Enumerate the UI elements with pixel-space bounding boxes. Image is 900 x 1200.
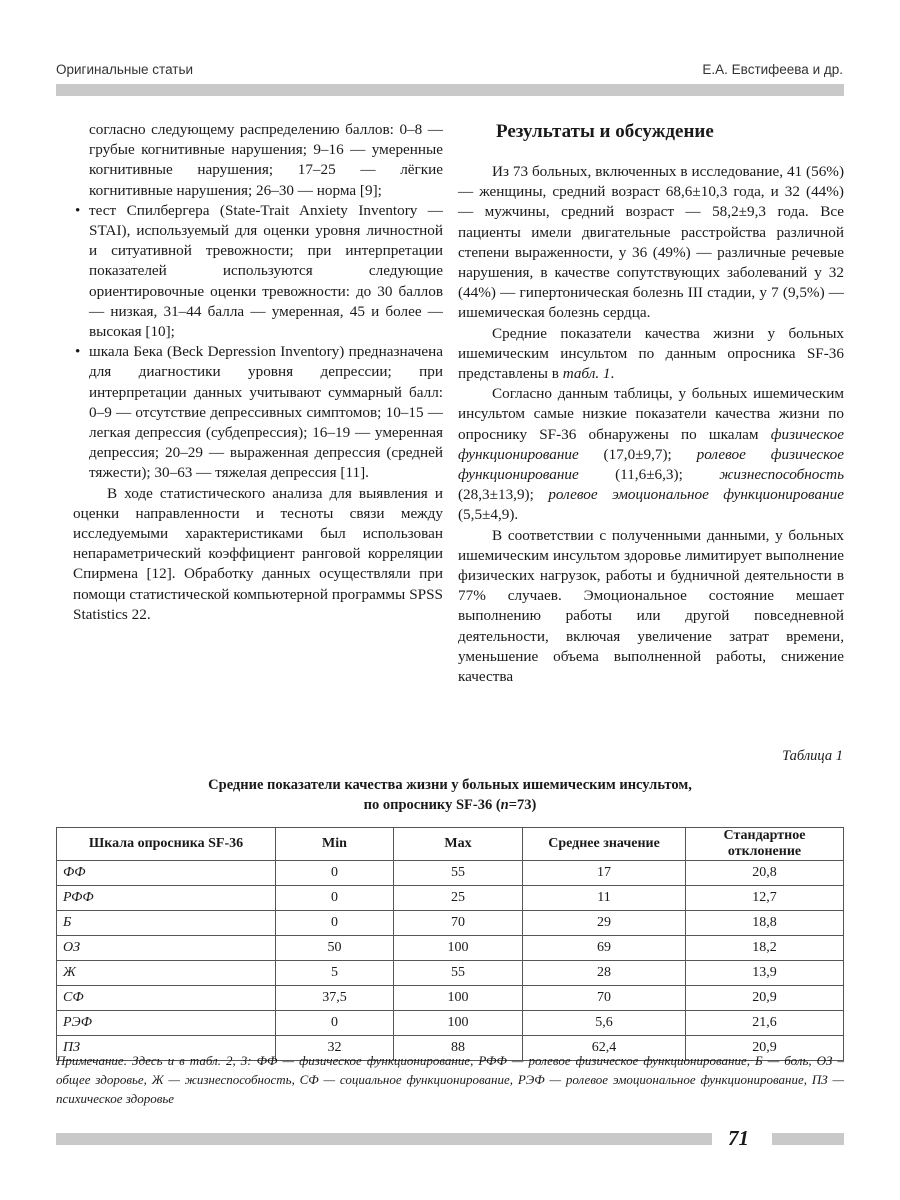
term-italic: физическое функционирование [458, 425, 844, 463]
cell-max: 88 [394, 1036, 523, 1061]
sf36-table [56, 827, 844, 1061]
caption-line: Средние показатели качества жизни у больных ишемическим инсультом, [208, 777, 692, 793]
cell-max: 70 [394, 911, 523, 936]
table-row [57, 986, 844, 1011]
cell-min: 0 [276, 861, 394, 886]
cell-sd: 13,9 [686, 961, 844, 986]
paragraph-table-ref [458, 324, 844, 385]
text-run: . [610, 365, 615, 383]
paragraph-statistics: В ходе статистического анализа для выявления и оценки направленности и тесноты связи между исследуемыми характеристиками был использован непараметрический коэффициент ранговой корреляции Спирмена [12]. Обработку данных осуществляли при помощи статистической компьютерной программы SPSS Statistics 22. [73, 484, 443, 623]
paragraph-discussion: В соответствии с полученными данными, у больных ишемическим инсультом здоровье лимитирует выполнение физических нагрузок, работы и будничной деятельности в 77% случаев. Эмоциональное состояние мешает выполнению работы или другой повседневной деятельности, включая увеличение затрат времени, уменьшение объема выполненной работы, снижение качества [458, 526, 844, 686]
cell-min: 50 [276, 936, 394, 961]
table-row [57, 936, 844, 961]
table-note: Примечание. Здесь и в табл. 2, 3: ФФ — физическое функционирование, РФФ — ролевое физическое функционирование, Б — боль, ОЗ – общее здоровье, Ж — жизнеспособность, СФ — социальное функционирование, РЭФ — ролевое эмоциональное функционирование, ПЗ — психическое здоровье [56, 1053, 844, 1106]
column-header: Шкала опросника SF-36 [57, 828, 276, 861]
table-label: Таблица 1 [782, 748, 843, 764]
cell-scale: РФФ [57, 886, 276, 911]
footer-rule-right [772, 1133, 844, 1145]
list-item [73, 201, 443, 342]
cell-scale: РЭФ [57, 1011, 276, 1036]
text-run: (28,3±13,9); [458, 486, 549, 504]
table-row [57, 886, 844, 911]
term-italic: ролевое эмоциональное функционирование [548, 486, 845, 504]
header-rule [56, 84, 844, 96]
section-title: Результаты и обсуждение [496, 121, 714, 142]
left-column [73, 120, 443, 625]
table-caption [56, 775, 844, 815]
cell-max: 25 [394, 886, 523, 911]
cell-scale: Ж [57, 961, 276, 986]
list-item [73, 342, 443, 483]
column-header: Max [394, 828, 523, 861]
cell-max: 100 [394, 1011, 523, 1036]
cell-sd: 12,7 [686, 886, 844, 911]
cell-mean: 28 [523, 961, 686, 986]
table-row [57, 861, 844, 886]
text-run: по опроснику SF-36 ( [363, 797, 501, 813]
table-row [57, 911, 844, 936]
term-italic: ролевое физическое функционирование [458, 445, 844, 484]
cell-sd: 18,2 [686, 936, 844, 961]
cell-sd: 18,8 [686, 911, 844, 936]
table-row [57, 1011, 844, 1036]
cell-mean: 11 [523, 886, 686, 911]
cell-max: 100 [394, 986, 523, 1011]
cell-mean: 29 [523, 911, 686, 936]
cell-sd: 20,9 [686, 986, 844, 1011]
cell-min: 0 [276, 911, 394, 936]
column-header: Min [276, 828, 394, 861]
list-item-text: тест Спилбергера (State-Trait Anxiety Inventory — STAI), используемый для оценки уровня личностной и ситуативной тревожности; при интерпретации показателей используются следующие ориентировочные оценки тревожности: до 30 баллов — низкая, 31–44 балла — умеренная, 45 и более — высокая [10]; [89, 201, 443, 341]
term-italic: жизнеспособность [719, 466, 844, 484]
caption-line [56, 795, 844, 815]
cell-min: 37,5 [276, 986, 394, 1011]
cell-min: 0 [276, 886, 394, 911]
paragraph-results: Из 73 больных, включенных в исследование, 41 (56%) — женщины, средний возраст 68,6±10,3 года, и 32 (44%) — мужчины, средний возраст — 58,2±9,3 года. Все пациенты имели двигательные расстройства различной степени выраженности, у 36 (49%) — различные речевые нарушения, в качестве сопутствующих заболеваний у 32 (44%) — гипертоническая болезнь III стадии, у 7 (9,5%) — ишемическая болезнь сердца. [458, 163, 844, 322]
paragraph-lowest-scores [458, 384, 844, 525]
table-header-row [57, 828, 844, 861]
cell-sd: 20,9 [686, 1036, 844, 1061]
bullet-marker: • [75, 343, 81, 361]
cell-sd: 20,8 [686, 861, 844, 886]
cell-mean: 17 [523, 861, 686, 886]
text-run: (17,0±9,7); [578, 445, 697, 463]
column-header: Стандартное отклонение [686, 828, 844, 861]
cell-max: 55 [394, 961, 523, 986]
cell-mean: 5,6 [523, 1011, 686, 1036]
text-run: n [500, 797, 509, 813]
bullet-list [73, 201, 443, 484]
text-run: Средние показатели качества жизни у больных ишемическим инсультом по данным опросника SF-36 представлены в [458, 324, 844, 383]
running-head-section: Оригинальные статьи [56, 62, 194, 77]
cell-mean: 69 [523, 936, 686, 961]
cell-mean: 70 [523, 986, 686, 1011]
running-head-authors: Е.А. Евстифеева и др. [702, 62, 843, 77]
page-number: 71 [728, 1126, 749, 1150]
text-run: (11,6±6,3); [578, 466, 720, 484]
cell-scale: ФФ [57, 861, 276, 886]
cell-scale: Б [57, 911, 276, 936]
cell-scale: СФ [57, 986, 276, 1011]
cell-max: 55 [394, 861, 523, 886]
paragraph-continuation: согласно следующему распределению баллов: 0–8 — грубые когнитивные нарушения; 9–16 — умеренные когнитивные нарушения; 17–25 — лёгкие когнитивные нарушения; 26–30 — норма [9]; [89, 121, 443, 199]
cell-min: 0 [276, 1011, 394, 1036]
cell-min: 5 [276, 961, 394, 986]
cell-min: 32 [276, 1036, 394, 1061]
right-column [458, 120, 844, 687]
bullet-marker: • [75, 201, 81, 219]
footer-rule-left [56, 1133, 712, 1145]
cell-scale: ОЗ [57, 936, 276, 961]
list-item-text: шкала Бека (Beck Depression Inventory) предназначена для диагностики уровня депрессии; при интерпретации данных учитывают суммарный балл: 0–9 — отсутствие депрессивных симптомов; 10–15 — легкая депрессия (субдепрессия); 16–19 — умеренная депрессия; 20–29 — выраженная депрессия (средней тяжести); 30–63 — тяжелая депрессия [11]. [89, 343, 443, 482]
column-header: Среднее значение [523, 828, 686, 861]
cell-mean: 62,4 [523, 1036, 686, 1061]
cell-sd: 21,6 [686, 1011, 844, 1036]
cell-max: 100 [394, 936, 523, 961]
text-run: (5,5±4,9). [458, 506, 519, 524]
text-run: Согласно данным таблицы, у больных ишемическим инсультом самые низкие показатели качества жизни по опроснику SF-36 обнаружены по шкалам [458, 385, 844, 443]
text-run: =73) [508, 797, 537, 813]
cell-scale: ПЗ [57, 1036, 276, 1061]
table-reference-link[interactable]: табл. 1 [562, 365, 611, 383]
table-row [57, 961, 844, 986]
